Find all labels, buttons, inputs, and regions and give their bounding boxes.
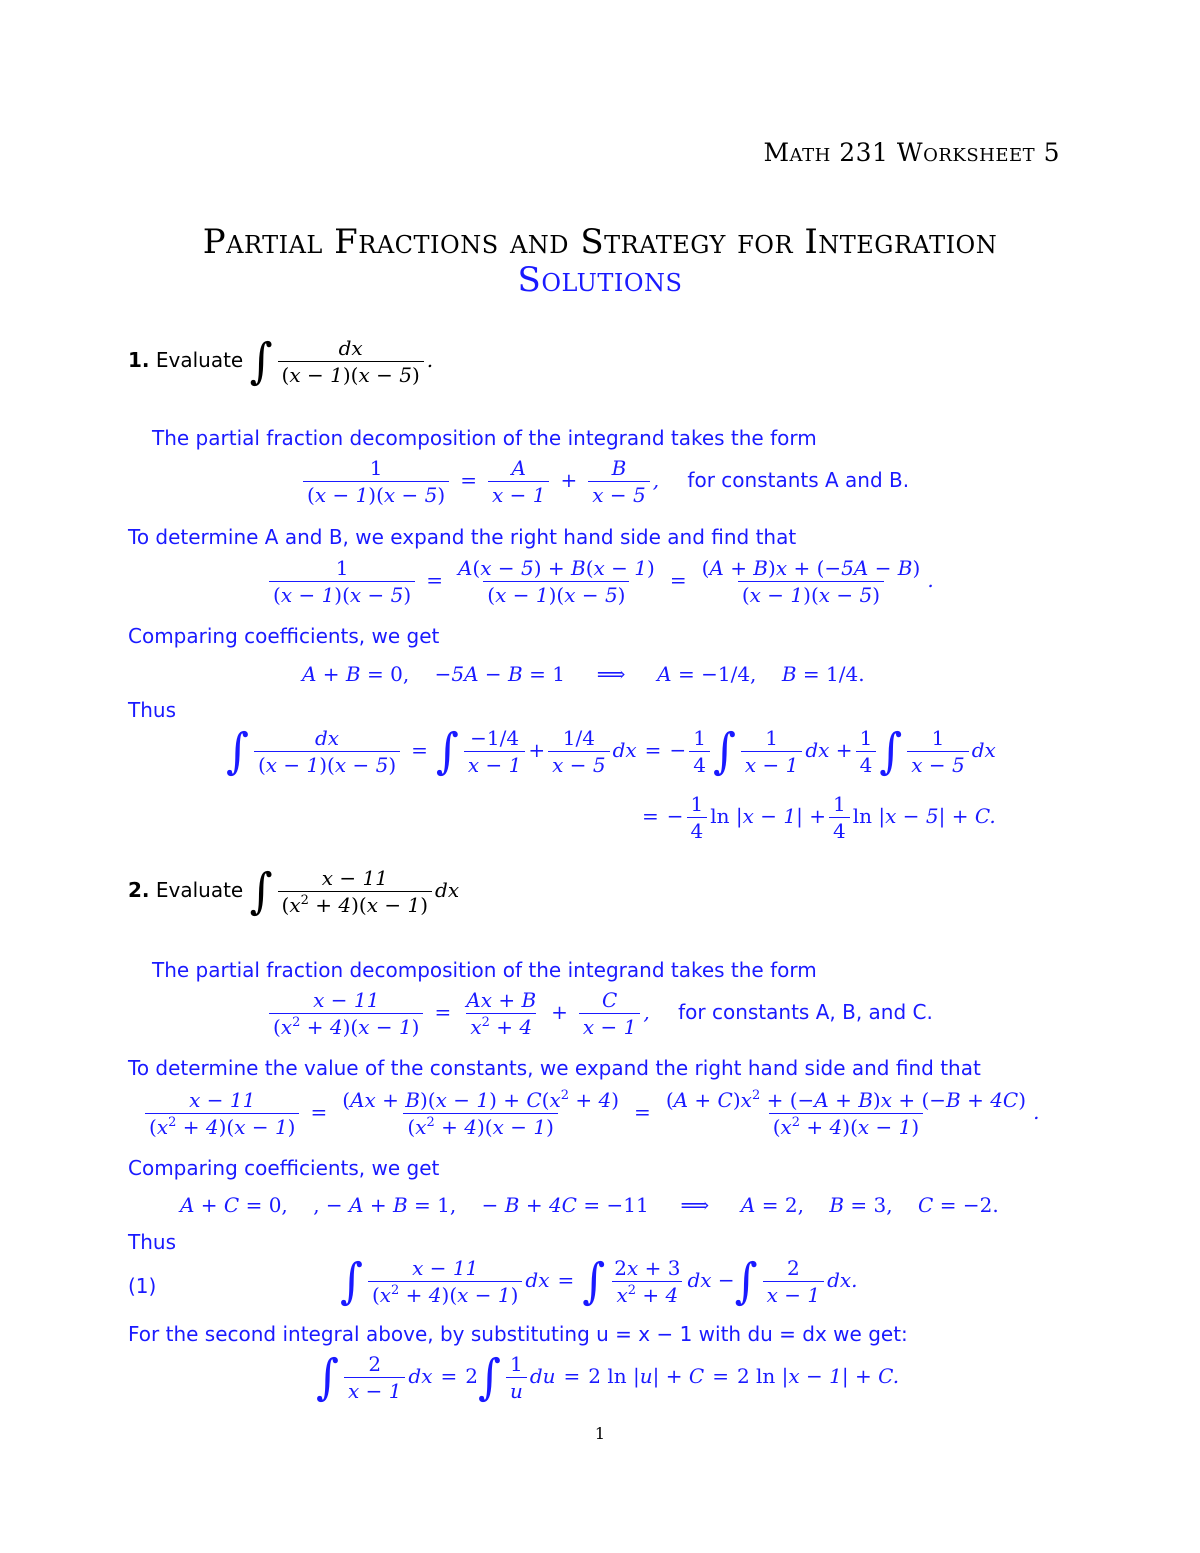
problem-2-second-integral: ∫ $\frac{2}{x - 1}$ dx = 2∫ $\frac{1}{u}$ du = 2 ln |u| + C = 2 ln |x − 1| + C. [316, 1348, 900, 1405]
problem-2-coefficients: A + C = 0, , − A + B = 1, − B + 4C = −11 ⟹ A = 2, B = 3, C = −2. [180, 1193, 999, 1217]
page-title: Partial Fractions and Strategy for Integration [202, 222, 998, 262]
problem-1-determine: To determine A and B, we expand the right hand side and find that [128, 525, 797, 549]
equation-label: (1) [128, 1274, 157, 1298]
problem-1-expansion: $\frac{1}{(x - 1)(x - 5)}$ = $\frac{A(x - 5) + B(x - 1)}{(x - 1)(x - 5)}$ = $\frac{(A + B)x + (-5A - B)}{(x - 1)(x - 5)}$ . [266, 558, 934, 605]
problem-1-intro: The partial fraction decomposition of the integrand takes the form [152, 426, 817, 450]
problem-1-coefficients: A + B = 0, −5A − B = 1 ⟹ A = −1/4, B = 1/4. [302, 662, 865, 686]
problem-1-label: 1. [128, 348, 150, 372]
problem-2-determine: To determine the value of the constants, we expand the right hand side and find that [128, 1056, 981, 1080]
problem-2-second: For the second integral above, by substituting u = x − 1 with du = dx we get: [128, 1322, 908, 1346]
problem-1-form-note: for constants A and B. [687, 468, 910, 492]
problem-1-form: $\frac{1}{(x - 1)(x - 5)}$ = $\frac{A}{x - 1}$ + $\frac{B}{x - 5}$ , for constants A and B. [300, 458, 909, 505]
problem-1-prompt: Evaluate [155, 348, 244, 372]
worksheet-header: Math 231 Worksheet 5 [763, 138, 1060, 167]
problem-1-statement: 1. Evaluate ∫ $\frac{dx}{(x - 1)(x - 5)}$ . [128, 332, 434, 389]
problem-1-thus: Thus [128, 698, 176, 722]
page-subtitle: Solutions [517, 260, 683, 300]
problem-1-result-line-2: = − $\frac{1}{4}$ ln |x − 1| + $\frac{1}{4}$ ln |x − 5| + C. [642, 792, 996, 843]
problem-2-prompt: Evaluate [155, 878, 244, 902]
problem-2-label: 2. [128, 878, 150, 902]
problem-1-result-line-1: ∫ $\frac{dx}{(x - 1)(x - 5)}$ = ∫ $\frac{-1/4}{x - 1}$ + $\frac{1/4}{x - 5}$ dx = − $\frac{1}{4}$ ∫ $\frac{1}{x - 1}$ dx + $\frac{1}{4}$ ∫ $\frac{1}{x - 5}$ dx [226, 722, 996, 779]
problem-2-expansion: $\frac{x - 11}{(x^2 + 4)(x - 1)}$ = $\frac{(Ax + B)(x - 1) + C(x^2 + 4)}{(x^2 + 4)(x - 1)}$ = $\frac{(A + C)x^2 + (-A + B)x + (-B + 4C)}{(x^2 + 4)(x - 1)}$ . [142, 1090, 1039, 1137]
problem-2-thus: Thus [128, 1230, 176, 1254]
problem-2-form-note: for constants A, B, and C. [678, 1000, 933, 1024]
problem-2-form: $\frac{x - 11}{(x^2 + 4)(x - 1)}$ = $\frac{Ax + B}{x^2 + 4}$ + $\frac{C}{x - 1}$ , for constants A, B, and C. [266, 990, 933, 1037]
problem-2-intro: The partial fraction decomposition of the integrand takes the form [152, 958, 817, 982]
problem-1-compare: Comparing coefficients, we get [128, 624, 440, 648]
problem-2-integral-split: ∫ $\frac{x - 11}{(x^2 + 4)(x - 1)}$ dx = ∫ $\frac{2x + 3}{x^2 + 4}$ dx −∫ $\frac{2}{x - 1}$ dx. [340, 1252, 858, 1309]
page-number: 1 [594, 1424, 606, 1443]
problem-2-compare: Comparing coefficients, we get [128, 1156, 440, 1180]
problem-2-statement: 2. Evaluate ∫ $\frac{x - 11}{(x^2 + 4)(x - 1)}$ dx [128, 862, 460, 919]
